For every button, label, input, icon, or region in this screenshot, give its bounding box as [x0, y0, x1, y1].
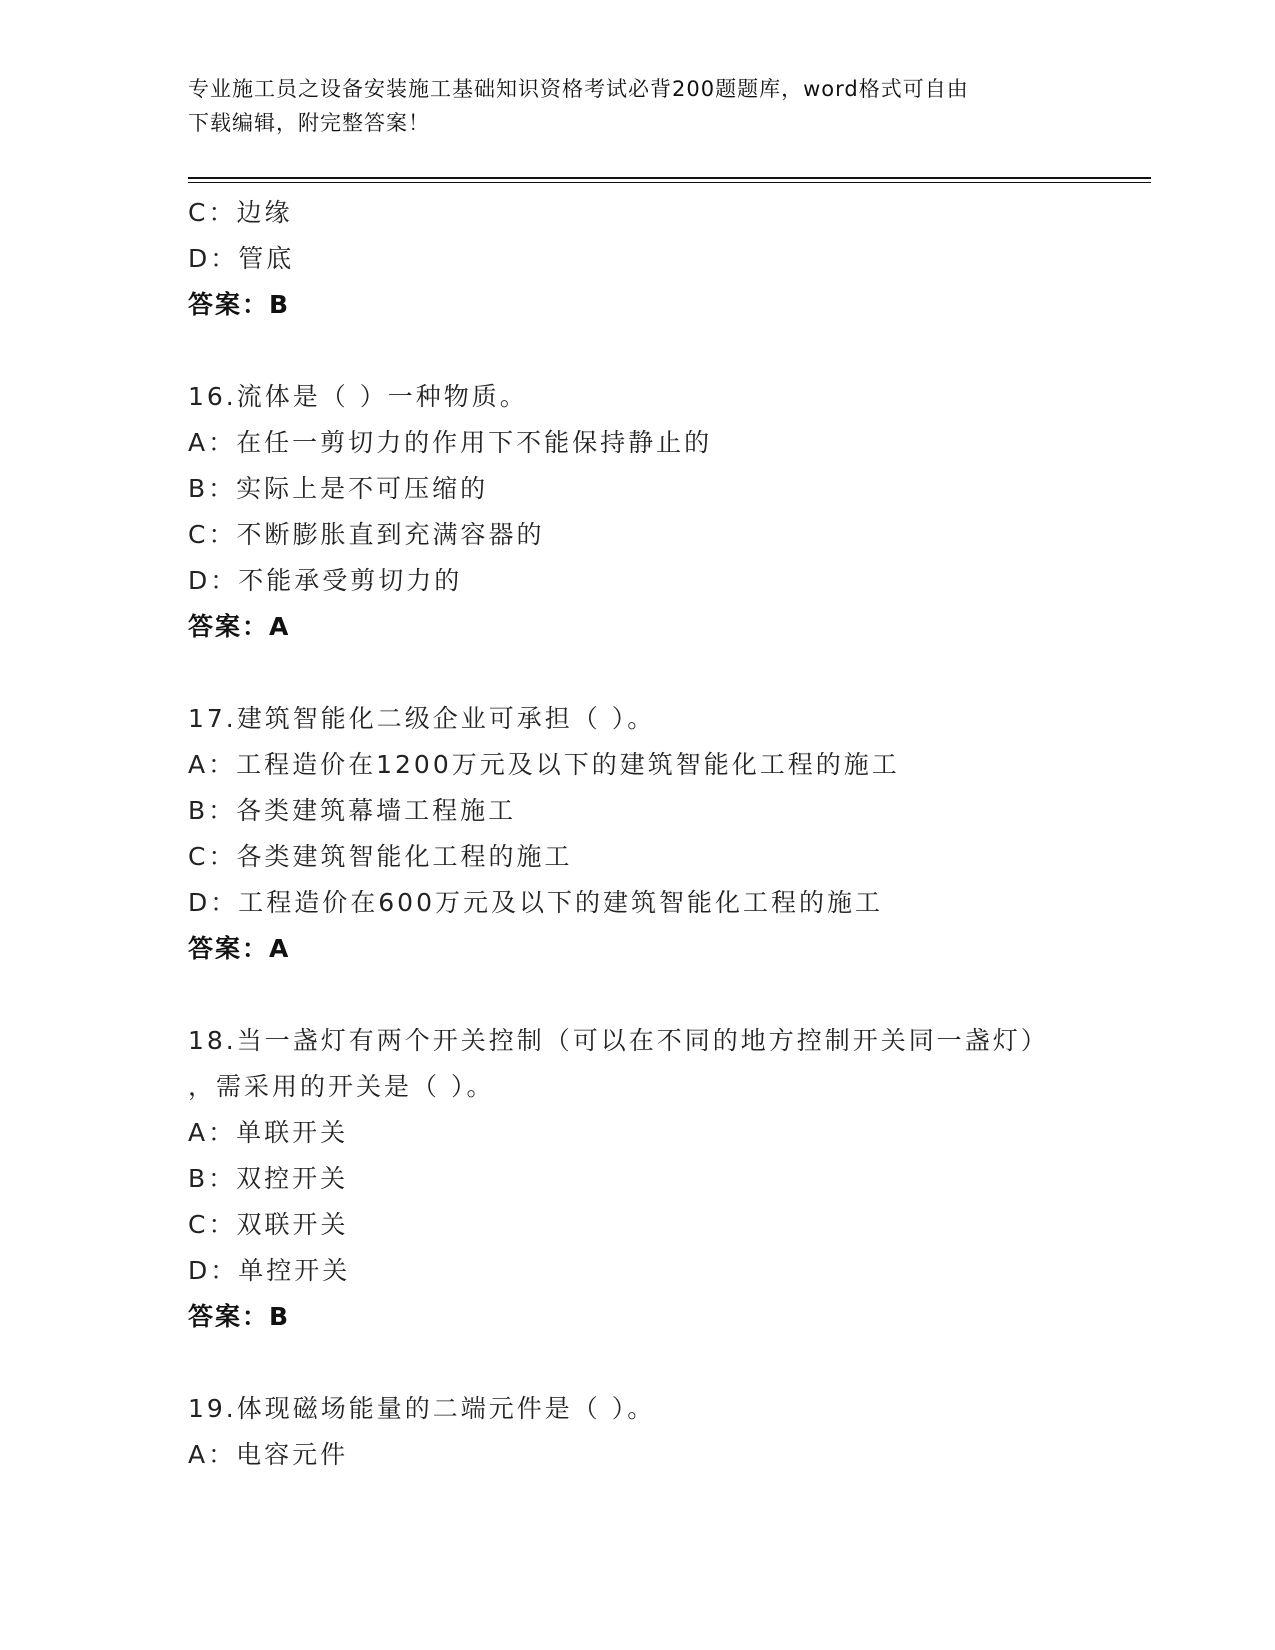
- option-c: C：不断膨胀直到充满容器的: [188, 520, 545, 549]
- question-stem: 16.流体是（ ）一种物质。: [188, 382, 528, 411]
- option-b: B：双控开关: [188, 1164, 349, 1193]
- question-15-tail: [188, 190, 1148, 328]
- option-d: D：工程造价在600万元及以下的建筑智能化工程的施工: [188, 888, 883, 917]
- option-a: A：在任一剪切力的作用下不能保持静止的: [188, 428, 713, 457]
- option-a: A：工程造价在1200万元及以下的建筑智能化工程的施工: [188, 750, 900, 779]
- question-18: [188, 1018, 1148, 1340]
- question-stem: 19.体现磁场能量的二端元件是（ ）。: [188, 1394, 656, 1423]
- answer-line: 答案：A: [188, 934, 291, 963]
- option-a: A：电容元件: [188, 1440, 349, 1469]
- question-spacer: [188, 650, 1148, 696]
- option-d: D：不能承受剪切力的: [188, 566, 463, 595]
- answer-line: 答案：A: [188, 612, 291, 641]
- option-c: C：双联开关: [188, 1210, 349, 1239]
- question-spacer: [188, 328, 1148, 374]
- option-d: D：单控开关: [188, 1256, 351, 1285]
- header-line-2: 下载编辑，附完整答案！: [188, 111, 430, 135]
- question-stem-line-2: ，需采用的开关是（ ）。: [188, 1072, 495, 1101]
- header-divider-thin: [188, 182, 1151, 183]
- question-stem-line-1: 18.当一盏灯有两个开关控制（可以在不同的地方控制开关同一盏灯）: [188, 1026, 1049, 1055]
- answer-line: 答案：B: [188, 1302, 291, 1331]
- option-c: C：各类建筑智能化工程的施工: [188, 842, 573, 871]
- question-list: [188, 190, 1148, 1478]
- document-header: [188, 72, 1068, 140]
- option-c: C：边缘: [188, 198, 293, 227]
- question-stem: 17.建筑智能化二级企业可承担（ ）。: [188, 704, 656, 733]
- header-divider-thick: [188, 177, 1151, 179]
- header-line-1: 专业施工员之设备安装施工基础知识资格考试必背200题题库，word格式可自由: [188, 77, 969, 101]
- question-17: [188, 696, 1148, 972]
- option-a: A：单联开关: [188, 1118, 349, 1147]
- question-16: [188, 374, 1148, 650]
- question-spacer: [188, 1340, 1148, 1386]
- option-b: B：实际上是不可压缩的: [188, 474, 489, 503]
- question-19: [188, 1386, 1148, 1478]
- answer-line: 答案：B: [188, 290, 291, 319]
- option-b: B：各类建筑幕墙工程施工: [188, 796, 517, 825]
- option-d: D：管底: [188, 244, 295, 273]
- question-spacer: [188, 972, 1148, 1018]
